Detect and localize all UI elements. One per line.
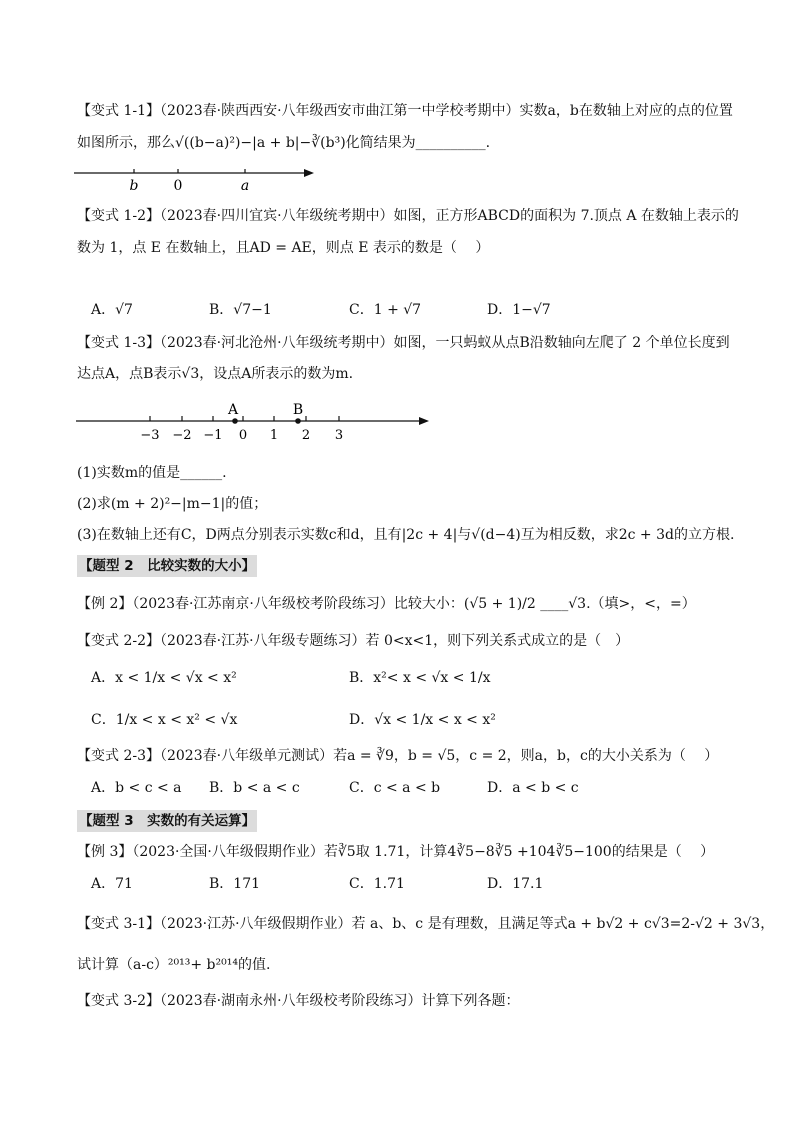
number-line-2-tick-label: 2 <box>301 428 311 443</box>
number-line-2-tick-label: 3 <box>334 428 344 443</box>
option-c[interactable]: C．1.71 <box>349 876 405 892</box>
number-line-1 <box>74 160 324 194</box>
example-2: 【例 2】（2023春·江苏南京·八年级校考阶段练习）比较大小：(√5 + 1)/2 ____√3.（填>，<，=） <box>77 596 696 612</box>
option-b[interactable]: B．171 <box>209 876 261 892</box>
option-b[interactable]: B．x²< x < √x < 1/x <box>349 670 491 686</box>
variant-1-1-line-1: 【变式 1-1】（2023春·陕西西安·八年级西安市曲江第一中学校考期中）实数a，b在数轴上对应的点的位置 <box>77 103 733 119</box>
variant-3-1-line-1: 【变式 3-1】（2023·江苏·八年级假期作业）若 a、b、c 是有理数，且满足等式a + b√2 + c√3=2-√2 + 3√3， <box>77 916 775 932</box>
option-d[interactable]: D．a < b < c <box>487 780 579 796</box>
variant-2-2-options-row-2 <box>91 710 731 730</box>
option-d[interactable]: D．17.1 <box>487 876 544 892</box>
number-line-1-label-a: a <box>240 178 250 194</box>
variant-1-2-line-2: 数为 1，点 E 在数轴上，且AD = AE，则点 E 表示的数是（ ） <box>77 240 490 256</box>
option-c[interactable]: C．1/x < x < x² < √x <box>91 712 238 728</box>
variant-1-3-line-1: 【变式 1-3】（2023春·河北沧州·八年级统考期中）如图，一只蚂蚁从点B沿数轴向左爬了 2 个单位长度到 <box>77 335 730 351</box>
example-3: 【例 3】（2023·全国·八年级假期作业）若∛5取 1.71，计算4∛5−8∛5 +104∛5−100的结果是（ ） <box>77 844 715 860</box>
option-c[interactable]: C．1 + √7 <box>349 302 422 318</box>
point-b-label: B <box>292 402 304 418</box>
question-3: (3)在数轴上还有C，D两点分别表示实数c和d，且有|2c + 4|与√(d−4)互为相反数，求2c + 3d的立方根. <box>77 527 735 543</box>
variant-3-1-line-2: 试计算（a-c）²⁰¹³+ b²⁰¹⁴的值. <box>77 957 271 973</box>
option-d[interactable]: D．√x < 1/x < x < x² <box>349 712 496 728</box>
option-a[interactable]: A．b < c < a <box>91 780 182 796</box>
variant-1-2-line-1: 【变式 1-2】（2023春·四川宜宾·八年级统考期中）如图，正方形ABCD的面积为 7.顶点 A 在数轴上表示的 <box>77 208 739 224</box>
variant-2-3: 【变式 2-3】（2023春·八年级单元测试）若a = ∛9，b = √5，c = 2，则a，b，c的大小关系为（ ） <box>77 748 719 764</box>
number-line-1-label-0: 0 <box>173 178 183 194</box>
option-b[interactable]: B．√7−1 <box>209 302 272 318</box>
variant-1-3-line-2: 达点A，点B表示√3，设点A所表示的数为m. <box>77 366 354 382</box>
variant-2-3-options <box>91 778 731 798</box>
variant-3-2: 【变式 3-2】（2023春·湖南永州·八年级校考阶段练习）计算下列各题： <box>77 993 520 1009</box>
variant-2-2-options-row-1 <box>91 668 731 688</box>
question-1: (1)实数m的值是______. <box>77 465 227 481</box>
section-header-3: 【题型 3 实数的有关运算】 <box>77 810 257 832</box>
option-a[interactable]: A．71 <box>91 876 133 892</box>
number-line-2-tick-label: −2 <box>172 428 192 443</box>
number-line-2 <box>76 400 436 444</box>
number-line-2-tick-label: 1 <box>269 428 279 443</box>
option-d[interactable]: D．1−√7 <box>487 302 551 318</box>
option-b[interactable]: B．b < a < c <box>209 780 300 796</box>
example-3-options <box>91 874 731 894</box>
number-line-2-tick-label: 0 <box>238 428 248 443</box>
number-line-2-tick-label: −1 <box>203 428 223 443</box>
section-header-2: 【题型 2 比较实数的大小】 <box>77 555 257 577</box>
number-line-1-label-b: b <box>129 178 139 194</box>
variant-1-1-line-2: 如图所示，那么√((b−a)²)−|a + b|−∛(b³)化简结果为__________. <box>77 135 491 151</box>
variant-1-2-options <box>91 300 731 320</box>
option-c[interactable]: C．c < a < b <box>349 780 441 796</box>
question-2: (2)求(m + 2)²−|m−1|的值； <box>77 496 268 512</box>
variant-2-2: 【变式 2-2】（2023春·江苏·八年级专题练习）若 0<x<1，则下列关系式成立的是（ ） <box>77 633 630 649</box>
number-line-2-tick-label: −3 <box>140 428 160 443</box>
option-a[interactable]: A．√7 <box>91 302 133 318</box>
point-a-label: A <box>227 402 239 418</box>
option-a[interactable]: A．x < 1/x < √x < x² <box>91 670 237 686</box>
